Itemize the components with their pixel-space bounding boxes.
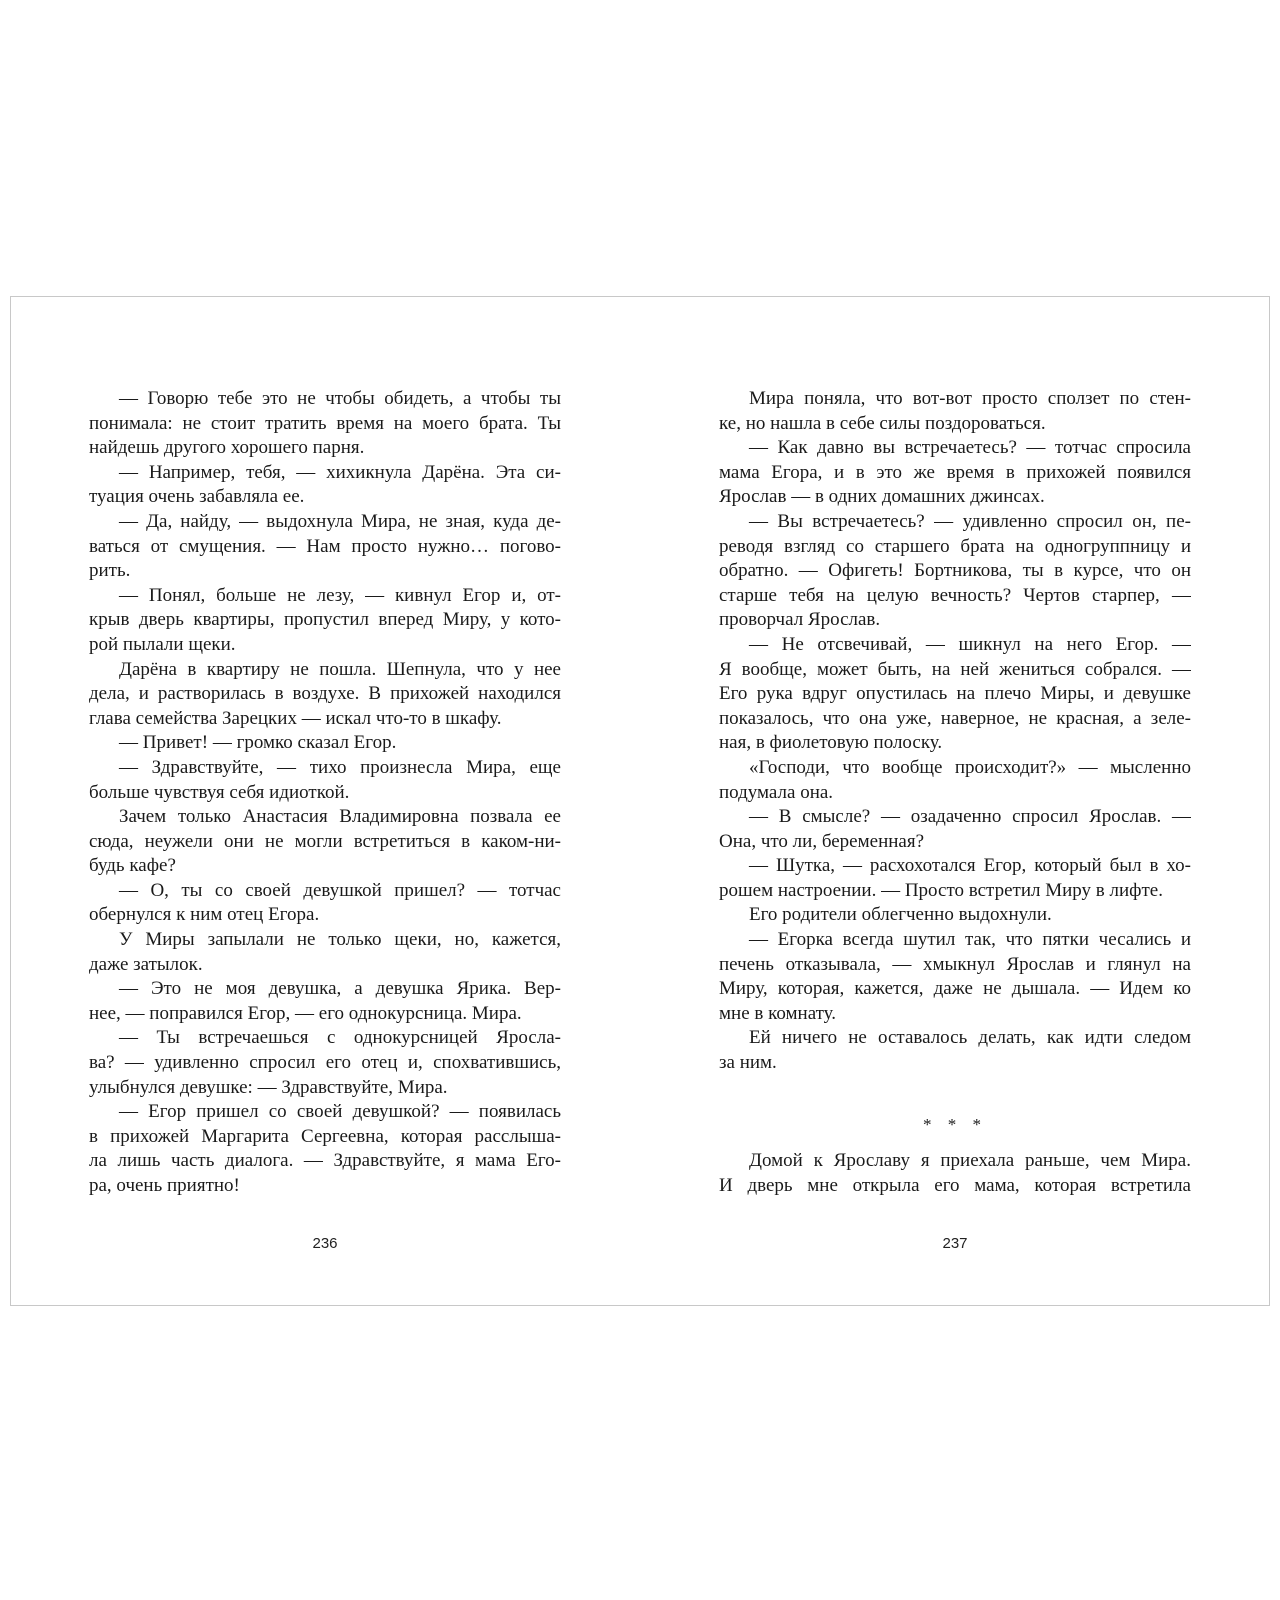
text-line: Ей ничего не оставалось делать, как идти следом <box>749 1027 1191 1049</box>
text-line: туация очень забавляла ее. <box>89 486 305 508</box>
text-line: будь кафе? <box>89 855 176 877</box>
text-line: — Понял, больше не лезу, — кивнул Егор и, от- <box>119 584 561 606</box>
text-line: старше тебя на целую вечность? Чертов старпер, — <box>719 584 1191 606</box>
text-line: найдешь другого хорошего парня. <box>89 437 365 459</box>
text-line: — Например, тебя, — хихикнула Дарёна. Эта си- <box>119 461 561 483</box>
text-line: мне в комнату. <box>719 1002 837 1024</box>
text-line: — Егорка всегда шутил так, что пятки чесались и <box>749 929 1191 951</box>
book-spread <box>10 296 1270 1306</box>
text-line: Миру, которая, кажется, даже не дышала. — Идем ко <box>719 978 1191 1000</box>
text-line: Она, что ли, беременная? <box>719 830 925 852</box>
text-line: проворчал Ярослав. <box>719 609 881 631</box>
text-line: крыв дверь квартиры, пропустил вперед Миру, у кото- <box>89 609 561 631</box>
right-page-text <box>719 387 1191 1199</box>
text-line: печень отказывала, — хмыкнул Ярослав и глянул на <box>719 953 1191 975</box>
text-line: дела, и растворилась в воздухе. В прихожей находился <box>89 683 561 705</box>
text-line: даже затылок. <box>89 953 203 975</box>
text-line: реводя взгляд со старшего брата на одногруппницу и <box>719 535 1191 557</box>
text-line: обратно. — Офигеть! Бортникова, ты в курсе, что он <box>719 560 1191 582</box>
text-line: У Миры запылали не только щеки, но, кажется, <box>119 929 561 951</box>
section-separator: * * * <box>923 1115 987 1135</box>
text-line: ра, очень приятно! <box>89 1175 240 1196</box>
text-line: ваться от смущения. — Нам просто нужно… погово- <box>89 535 561 557</box>
text-line: — Егор пришел со своей девушкой? — появилась <box>119 1101 561 1123</box>
text-line: рошем настроении. — Просто встретил Миру в лифте. <box>719 879 1163 901</box>
left-page-text <box>89 387 561 1199</box>
text-line: ке, но нашла в себе силы поздороваться. <box>719 412 1046 434</box>
text-line: рой пылали щеки. <box>89 633 236 655</box>
text-line: Домой к Ярославу я приехала раньше, чем Мира. <box>749 1150 1191 1172</box>
left-page-number: 236 <box>312 1235 338 1252</box>
text-line: глава семейства Зарецких — искал что-то в шкафу. <box>89 707 502 729</box>
text-line: понимала: не стоит тратить время на моего брата. Ты <box>89 412 561 434</box>
text-line: Мира поняла, что вот-вот просто сползет по стен- <box>749 388 1191 409</box>
text-line: Ярослав — в одних домашних джинсах. <box>719 486 1045 508</box>
right-page-text-after-break <box>719 1149 1191 1198</box>
text-line: — Не отсвечивай, — шикнул на него Егор. — <box>749 633 1191 655</box>
text-line: больше чувствуя себя идиоткой. <box>89 781 350 803</box>
text-line: — Да, найду, — выдохнула Мира, не зная, куда де- <box>119 510 561 532</box>
text-line: сюда, неужели они не могли встретиться в каком-ни- <box>89 830 561 852</box>
text-line: нее, — поправился Егор, — его однокурсница. Мира. <box>89 1002 522 1024</box>
text-line: — Привет! — громко сказал Егор. <box>119 732 397 754</box>
text-line: мама Егора, и в это же время в прихожей появился <box>719 461 1191 483</box>
text-line: в прихожей Маргарита Сергеевна, которая расслыша- <box>89 1125 561 1147</box>
section-gap <box>719 1076 1191 1101</box>
text-line: — О, ты со своей девушкой пришел? — тотчас <box>119 879 561 901</box>
text-line: рить. <box>89 560 131 582</box>
text-line: — Говорю тебе это не чтобы обидеть, а чтобы ты <box>119 388 561 409</box>
text-line: — Как давно вы встречаетесь? — тотчас спросила <box>749 437 1191 459</box>
text-line: ва? — удивленно спросил его отец и, спохватившись, <box>89 1052 561 1074</box>
text-line: — Шутка, — расхохотался Егор, который был в хо- <box>749 855 1191 877</box>
right-page-number: 237 <box>942 1235 968 1252</box>
text-line: ная, в фиолетовую полоску. <box>719 732 943 754</box>
text-line: за ним. <box>719 1052 777 1074</box>
text-line: подумала она. <box>719 781 834 803</box>
text-line: — Здравствуйте, — тихо произнесла Мира, еще <box>119 756 561 778</box>
text-line: Я вообще, может быть, на ней жениться собрался. — <box>719 658 1191 680</box>
text-line: Дарёна в квартиру не пошла. Шепнула, что у нее <box>119 658 561 680</box>
text-line: Его рука вдруг опустилась на плечо Миры, и девушке <box>719 683 1191 705</box>
text-line: — В смысле? — озадаченно спросил Ярослав. — <box>749 806 1191 828</box>
right-page-text-before-break <box>719 387 1191 1076</box>
text-line: «Господи, что вообще происходит?» — мысленно <box>749 756 1191 778</box>
text-line: показалось, что она уже, наверное, не красная, а зеле- <box>719 707 1191 729</box>
text-line: обернулся к ним отец Егора. <box>89 904 320 926</box>
text-line: ла лишь часть диалога. — Здравствуйте, я мама Его- <box>89 1150 561 1172</box>
text-line: И дверь мне открыла его мама, которая встретила <box>719 1175 1191 1196</box>
text-line: Зачем только Анастасия Владимировна позвала ее <box>119 806 561 828</box>
text-line: — Это не моя девушка, а девушка Ярика. Вер- <box>119 978 561 1000</box>
text-line: Его родители облегченно выдохнули. <box>749 904 1052 926</box>
text-line: — Вы встречаетесь? — удивленно спросил он, пе- <box>749 510 1191 532</box>
text-line: — Ты встречаешься с однокурсницей Яросла- <box>119 1027 561 1049</box>
text-line: улыбнулся девушке: — Здравствуйте, Мира. <box>89 1076 448 1098</box>
